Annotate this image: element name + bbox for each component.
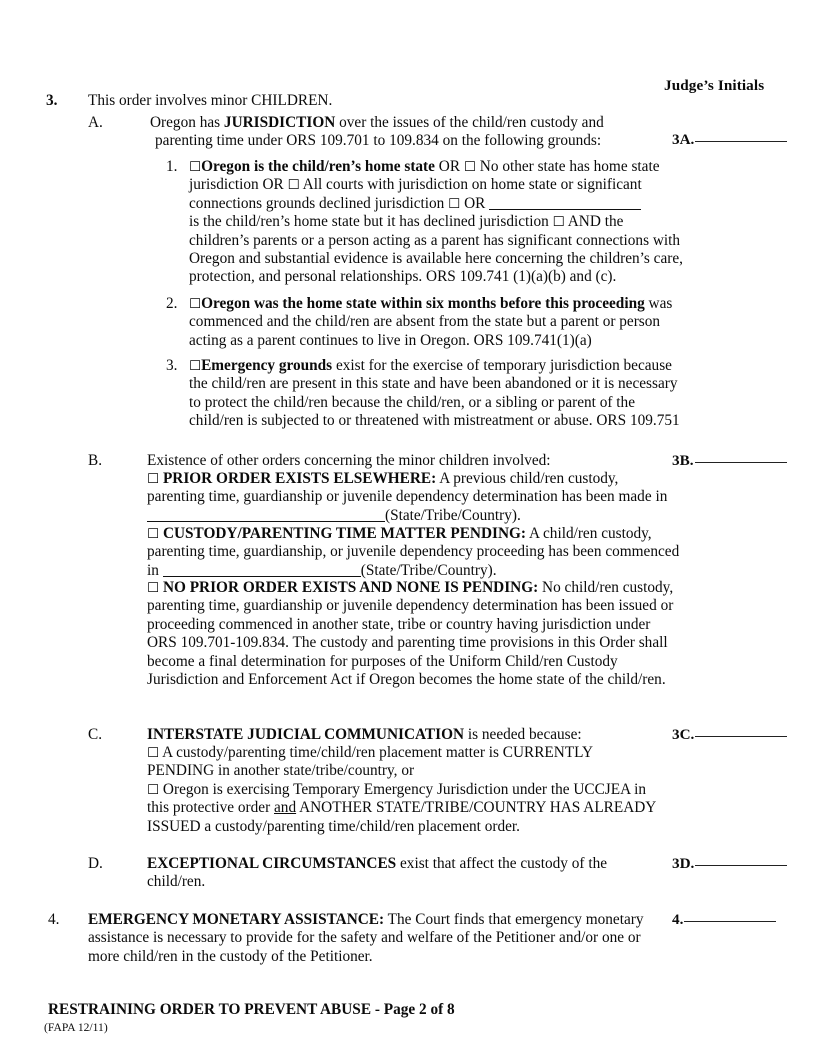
checkbox-no-prior-order[interactable]: ☐ (147, 580, 160, 596)
ground-1-text-c: All courts with jurisdiction on home state or significant connections grounds declined jurisdiction (189, 176, 642, 212)
judges-initials-header: Judge’s Initials (664, 77, 765, 94)
checkbox-home-state-six-months[interactable]: ☐ (189, 296, 202, 312)
matter-pending-text-a: A child/ren custody, parenting time, guardianship, or juvenile dependency proceeding has been commenced in (147, 525, 680, 579)
footer-document-title: RESTRAINING ORDER TO PREVENT ABUSE - Page 2 of 8 (48, 1001, 455, 1018)
ground-1-bold: Oregon is the child/ren’s home state (201, 158, 435, 175)
item-3c-option-temp-text-b: ANOTHER STATE/TRIBE/COUNTRY HAS ALREADY ISSUED a custody/parenting time/child/ren placement order. (147, 799, 656, 835)
judge-initial-rule-3d[interactable] (695, 865, 787, 866)
ground-3-text: exist for the exercise of temporary jurisdiction because the child/ren are present in this state and have been abandoned or it is necessary to protect the child/ren because the child/ren, or a sibling or parent of the child/ren is subjected to or threatened with mistreatment or abuse. ORS 109.751 (189, 357, 680, 430)
prior-order-text-a: A previous child/ren custody, parenting time, guardianship or juvenile dependency determination has been made in (147, 470, 668, 506)
checkbox-home-state-declined[interactable]: ☐ (552, 214, 565, 231)
judge-initial-label-3d: 3D. (672, 855, 695, 872)
item-3a-lead (150, 114, 650, 132)
item-3c-option-pending-text: A custody/parenting time/child/ren placement matter is CURRENTLY PENDING in another state/tribe/country, or (147, 744, 593, 780)
item-3b-option-prior-order (147, 470, 677, 525)
ground-3-body (189, 357, 683, 431)
matter-pending-text-b: (State/Tribe/Country). (360, 561, 497, 579)
checkbox-all-courts-declined[interactable]: ☐ (287, 177, 300, 194)
judge-initial-line-3b[interactable] (672, 452, 787, 470)
ground-1-text-e: is the child/ren’s home state but it has declined jurisdiction (189, 213, 553, 231)
item-3b-option-matter-pending (147, 525, 683, 580)
ground-2-body (189, 295, 679, 350)
checkbox-no-other-state[interactable]: ☐ (463, 159, 476, 175)
item-3a-lead-line2: parenting time under ORS 109.701 to 109.834 on the following grounds: (155, 132, 602, 149)
no-prior-order-bold: NO PRIOR ORDER EXISTS AND NONE IS PENDING: (162, 579, 539, 596)
ground-1-marker: 1. (166, 158, 178, 175)
item-3c-option-pending (147, 744, 659, 781)
item-3d-text: exist that affect the custody of the child/ren. (147, 855, 608, 891)
ground-1-text-b: No other state has home state jurisdiction OR (189, 158, 660, 194)
judge-initial-label-4: 4. (672, 911, 684, 928)
judge-initial-rule-3a[interactable] (695, 141, 787, 142)
ground-1-state-blank[interactable] (489, 209, 641, 210)
item-4-body (88, 911, 658, 966)
item-3c-option-temp-text-a: Oregon is exercising Temporary Emergency Jurisdiction under the UCCJEA in this protective order (147, 781, 647, 817)
item-3a-marker: A. (88, 114, 103, 131)
judge-initial-line-3c[interactable] (672, 726, 787, 744)
item-3b-lead: Existence of other orders concerning the minor children involved: (147, 452, 551, 469)
no-prior-order-text: No child/ren custody, parenting time, guardianship or juvenile dependency determination has been issued or proceeding commenced in another state, tribe or country having jurisdiction under ORS 109.701-109.834. The custody and parenting time provisions in this Order shall become a final determination for purposes of the Uniform Child/ren Custody Jurisdiction and Enforcement Act if Oregon becomes the home state of the child/ren. (147, 579, 674, 689)
prior-order-jurisdiction-blank[interactable] (147, 521, 385, 522)
checkbox-prior-order-exists[interactable]: ☐ (147, 471, 160, 487)
item-3d-marker: D. (88, 855, 103, 872)
judge-initial-rule-4[interactable] (684, 921, 776, 922)
judge-initial-label-3a: 3A. (672, 131, 695, 148)
judge-initial-rule-3c[interactable] (695, 736, 787, 737)
checkbox-custody-matter-pending[interactable]: ☐ (147, 526, 160, 542)
exceptional-circumstances-bold: EXCEPTIONAL CIRCUMSTANCES (147, 855, 397, 872)
checkbox-temporary-emergency-jurisdiction[interactable]: ☐ (147, 782, 160, 798)
item-3-heading: This order involves minor CHILDREN. (88, 92, 333, 109)
ground-1-body (189, 158, 685, 287)
ground-2-bold: Oregon was the home state within six months before this proceeding (201, 295, 645, 312)
footer-form-code: (FAPA 12/11) (44, 1021, 108, 1034)
item-3-number: 3. (46, 92, 58, 109)
jurisdiction-keyword: JURISDICTION (223, 114, 336, 131)
judge-initial-line-3d[interactable] (672, 855, 787, 873)
item-3c-underlined-and: and (274, 799, 297, 817)
item-3a-lead-text-2: over the issues of the child/ren custody and (335, 114, 604, 131)
ground-3-bold: Emergency grounds (201, 357, 333, 374)
item-3b-option-no-prior-order (147, 579, 677, 689)
ground-1-text-a: OR (434, 158, 464, 175)
item-3b-marker: B. (88, 452, 103, 469)
prior-order-bold: PRIOR ORDER EXISTS ELSEWHERE: (162, 470, 437, 487)
item-3c-lead-text: is needed because: (464, 726, 582, 743)
checkbox-oregon-home-state[interactable]: ☐ (189, 159, 202, 175)
ground-1-text-f: AND the children’s parents or a person acting as a parent has significant connections with Oregon and substantial evidence is available here concerning the children’s care, protection, and personal relationships. ORS 109.741 (1)(a)(b) and (c). (189, 213, 683, 286)
judge-initial-label-3b: 3B. (672, 452, 694, 469)
emergency-monetary-assistance-bold: EMERGENCY MONETARY ASSISTANCE: (88, 911, 385, 928)
item-3a-lead-text-1: Oregon has (150, 114, 224, 131)
item-4-number: 4. (48, 911, 60, 928)
prior-order-text-b: (State/Tribe/Country). (385, 506, 521, 524)
item-4-text: The Court finds that emergency monetary assistance is necessary to provide for the safety and welfare of the Petitioner and/or one or more child/ren in the custody of the Petitioner. (88, 911, 644, 965)
judge-initial-line-4[interactable] (672, 911, 776, 929)
checkbox-emergency-grounds[interactable]: ☐ (189, 358, 202, 374)
ground-1-text-d: OR (460, 194, 490, 212)
matter-pending-bold: CUSTODY/PARENTING TIME MATTER PENDING: (162, 525, 526, 542)
ground-2-marker: 2. (166, 295, 178, 312)
judge-initial-line-3a[interactable] (672, 131, 787, 149)
item-3c-option-temporary-emergency (147, 781, 667, 836)
item-3c-lead (147, 726, 657, 744)
judge-initial-label-3c: 3C. (672, 726, 695, 743)
item-3d-body (147, 855, 617, 892)
checkbox-currently-pending[interactable]: ☐ (147, 745, 160, 761)
interstate-communication-bold: INTERSTATE JUDICIAL COMMUNICATION (147, 726, 465, 743)
ground-3-marker: 3. (166, 357, 178, 374)
item-3c-marker: C. (88, 726, 103, 743)
judge-initial-rule-3b[interactable] (695, 462, 787, 463)
ground-2-text: was commenced and the child/ren are absent from the state but a parent or person acting as a parent continues to live in Oregon. ORS 109.741(1)(a) (189, 295, 673, 349)
matter-pending-jurisdiction-blank[interactable] (163, 576, 361, 577)
checkbox-or-declined[interactable]: ☐ (448, 195, 461, 212)
